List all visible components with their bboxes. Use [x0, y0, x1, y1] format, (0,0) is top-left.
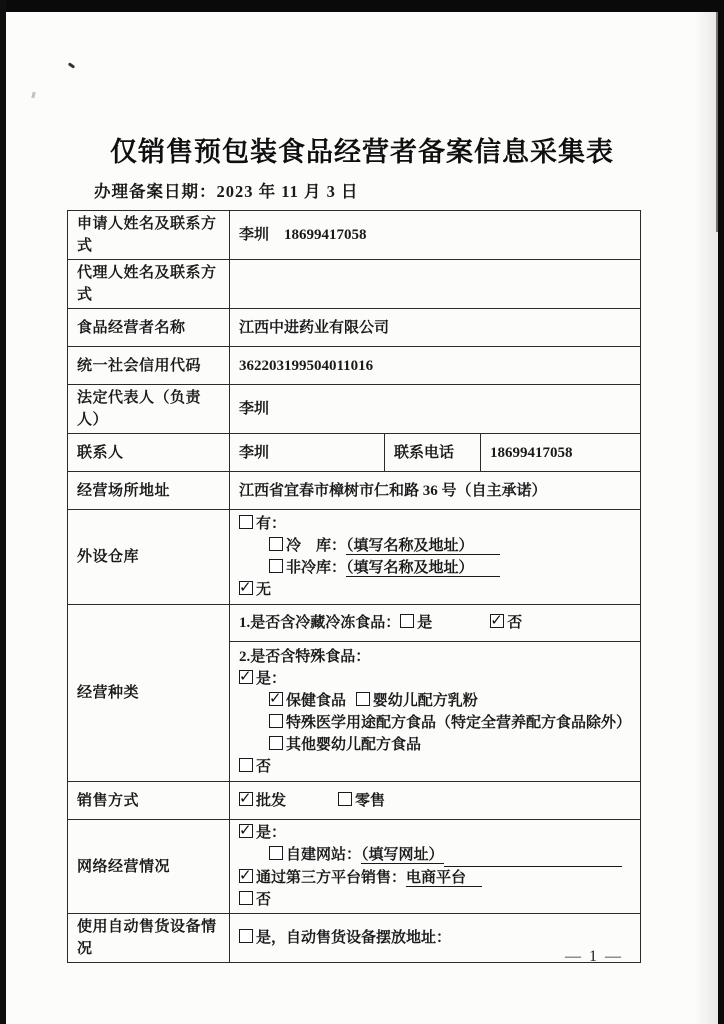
own-site-fill-field: （填写网址）	[361, 847, 444, 863]
credit-code-value: 362203199504011016	[230, 347, 641, 385]
third-party-value: 电商平台	[406, 870, 482, 887]
vending-label: 使用自动售货设备情况	[68, 914, 230, 963]
sales-method-options	[230, 782, 641, 820]
form-title: 仅销售预包装食品经营者备案信息采集表	[110, 137, 614, 168]
q1-yes-label: 是	[417, 615, 433, 631]
cold-warehouse-checkbox	[269, 537, 283, 551]
vending-yes-checkbox	[239, 929, 253, 943]
scan-edge-top	[0, 0, 724, 12]
noncold-warehouse-label: 非冷库：	[286, 560, 347, 576]
operator-name-value: 江西中进药业有限公司	[230, 309, 641, 347]
own-site-checkbox	[269, 846, 283, 860]
warehouse-options	[230, 510, 641, 605]
online-yes-checkbox	[239, 824, 253, 838]
contact-phone-label: 联系电话	[385, 434, 481, 472]
credit-code-label: 统一社会信用代码	[68, 347, 230, 385]
wholesale-label: 批发	[256, 792, 287, 809]
other-infant-checkbox	[269, 736, 283, 750]
infant-formula-milk-checkbox	[356, 692, 370, 706]
q1-no-label: 否	[507, 615, 523, 631]
q2-yes-checkbox	[239, 670, 253, 684]
q2-text: 2.是否含特殊食品：	[239, 648, 371, 665]
row-business-type-q1	[68, 605, 641, 642]
row-online	[68, 820, 641, 914]
row-warehouse	[68, 510, 641, 605]
dust-speck	[31, 92, 35, 99]
business-type-q1	[230, 605, 641, 642]
warehouse-none-label: 无	[256, 582, 272, 598]
row-operator-name	[68, 309, 641, 347]
pen-mark	[68, 62, 75, 68]
warehouse-label: 外设仓库	[68, 510, 230, 605]
q1-text: 1.是否含冷藏冷冻食品：	[239, 615, 401, 631]
agent-value	[230, 260, 641, 309]
special-medical-checkbox	[269, 714, 283, 728]
row-legal-rep	[68, 385, 641, 434]
document-page	[6, 12, 718, 1024]
legal-rep-value: 李圳	[230, 385, 641, 434]
noncold-warehouse-checkbox	[269, 559, 283, 573]
contact-label: 联系人	[68, 434, 230, 472]
legal-rep-label: 法定代表人（负责人）	[68, 385, 230, 434]
cold-warehouse-label: 冷 库：	[286, 538, 347, 554]
operator-name-label: 食品经营者名称	[68, 309, 230, 347]
row-agent	[68, 260, 641, 309]
noncold-warehouse-fill-field: （填写名称及地址）	[346, 560, 500, 577]
online-yes-label: 是：	[256, 825, 287, 841]
page-number: — 1 —	[565, 948, 623, 965]
online-no-label: 否	[256, 892, 272, 908]
contact-phone-value: 18699417058	[481, 434, 641, 472]
filing-date: 办理备案日期：2023 年 11 月 3 日	[94, 182, 359, 201]
online-no-checkbox	[239, 891, 253, 905]
form-table	[67, 210, 641, 963]
q2-no-checkbox	[239, 758, 253, 772]
business-type-q2	[230, 642, 641, 782]
row-credit-code	[68, 347, 641, 385]
q1-yes-checkbox	[400, 614, 414, 628]
row-sales-method	[68, 782, 641, 820]
warehouse-has-label: 有：	[256, 516, 287, 532]
retail-checkbox	[338, 792, 352, 806]
contact-value: 李圳	[230, 434, 385, 472]
health-food-label: 保健食品	[286, 692, 347, 709]
row-address	[68, 472, 641, 510]
q2-yes-label: 是：	[256, 670, 287, 687]
address-label: 经营场所地址	[68, 472, 230, 510]
warehouse-none-checkbox	[239, 581, 253, 595]
applicant-label: 申请人姓名及联系方式	[68, 211, 230, 260]
cold-warehouse-fill-field: （填写名称及地址）	[346, 538, 500, 555]
health-food-checkbox	[269, 692, 283, 706]
applicant-value: 李圳 18699417058	[230, 211, 641, 260]
retail-label: 零售	[355, 792, 386, 809]
third-party-checkbox	[239, 869, 253, 883]
row-contact	[68, 434, 641, 472]
warehouse-has-checkbox	[239, 515, 253, 529]
business-type-label: 经营种类	[68, 605, 230, 782]
q1-no-checkbox	[490, 614, 504, 628]
sales-method-label: 销售方式	[68, 782, 230, 820]
special-medical-label: 特殊医学用途配方食品（特定全营养配方食品除外）	[286, 714, 632, 731]
address-value: 江西省宜春市樟树市仁和路 36 号（自主承诺）	[230, 472, 641, 510]
own-site-fill-line	[444, 852, 622, 867]
online-label: 网络经营情况	[68, 820, 230, 914]
own-site-label: 自建网站：	[286, 847, 362, 863]
other-infant-label: 其他婴幼儿配方食品	[286, 736, 422, 753]
third-party-label: 通过第三方平台销售：	[256, 870, 407, 886]
vending-yes-label: 是，自动售货设备摆放地址：	[256, 930, 452, 946]
agent-label: 代理人姓名及联系方式	[68, 260, 230, 309]
row-applicant	[68, 211, 641, 260]
online-options	[230, 820, 641, 914]
wholesale-checkbox	[239, 792, 253, 806]
scan-edge-right	[716, 12, 718, 232]
q2-no-label: 否	[256, 758, 272, 775]
infant-formula-milk-label: 婴幼儿配方乳粉	[372, 692, 478, 709]
